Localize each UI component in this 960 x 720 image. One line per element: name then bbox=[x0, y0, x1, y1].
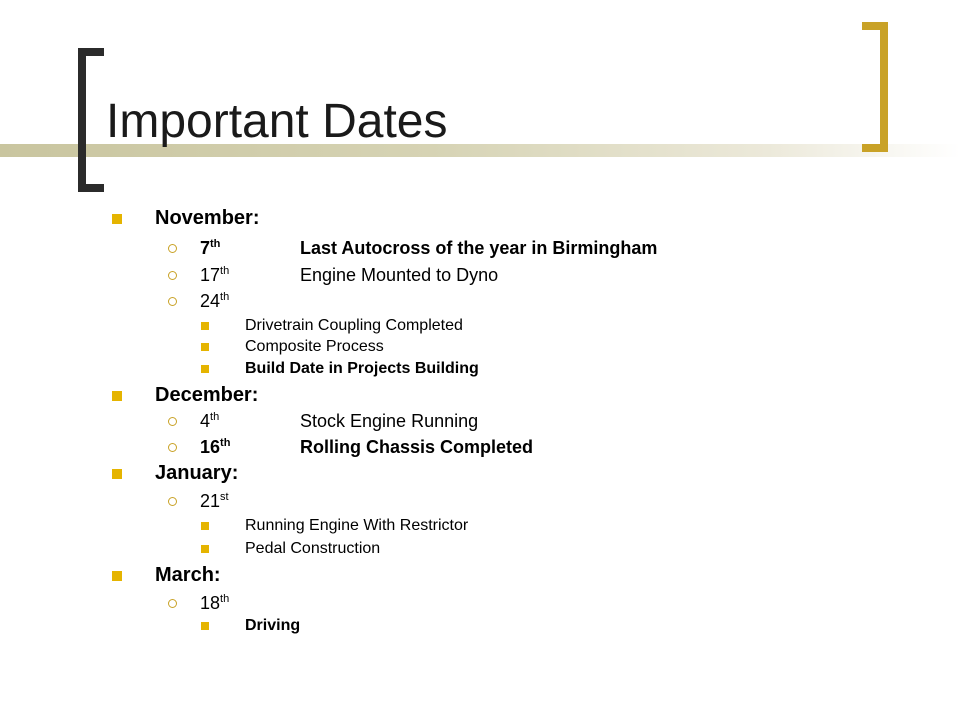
square-bullet-icon bbox=[201, 322, 209, 330]
date-description: Stock Engine Running bbox=[300, 411, 479, 431]
sub-item bbox=[245, 517, 468, 535]
sub-item bbox=[245, 338, 384, 356]
day-number: 16th bbox=[200, 437, 231, 457]
square-bullet-icon bbox=[112, 391, 122, 401]
sub-item-text: Drivetrain Coupling Completed bbox=[245, 317, 463, 334]
day-number: 21st bbox=[200, 491, 229, 511]
square-bullet-icon bbox=[112, 469, 122, 479]
circle-bullet-icon bbox=[168, 271, 177, 280]
month-january bbox=[155, 462, 238, 485]
day-number: 7th bbox=[200, 238, 221, 258]
date-description: Engine Mounted to Dyno bbox=[300, 265, 499, 285]
sub-item bbox=[245, 360, 479, 378]
sub-item bbox=[245, 617, 300, 635]
circle-bullet-icon bbox=[168, 244, 177, 253]
square-bullet-icon bbox=[112, 214, 122, 224]
square-bullet-icon bbox=[201, 343, 209, 351]
date-description: Rolling Chassis Completed bbox=[300, 437, 534, 457]
circle-bullet-icon bbox=[168, 497, 177, 506]
sub-item bbox=[245, 317, 463, 335]
day-number: 24th bbox=[200, 291, 230, 311]
square-bullet-icon bbox=[201, 545, 209, 553]
circle-bullet-icon bbox=[168, 297, 177, 306]
month-december bbox=[155, 384, 258, 407]
month-march bbox=[155, 564, 221, 587]
sub-item-text: Build Date in Projects Building bbox=[245, 360, 479, 377]
date-description: Last Autocross of the year in Birmingham bbox=[300, 238, 658, 258]
day-number: 18th bbox=[200, 593, 230, 613]
circle-bullet-icon bbox=[168, 599, 177, 608]
sub-item-text: Composite Process bbox=[245, 338, 384, 355]
sub-item-text: Pedal Construction bbox=[245, 540, 381, 557]
circle-bullet-icon bbox=[168, 443, 177, 452]
sub-item-text: Running Engine With Restrictor bbox=[245, 517, 469, 534]
day-number: 17th bbox=[200, 265, 230, 285]
sub-item bbox=[245, 540, 380, 558]
sub-item-text: Driving bbox=[245, 617, 301, 634]
square-bullet-icon bbox=[201, 622, 209, 630]
month-label: November: bbox=[155, 207, 260, 229]
month-november bbox=[155, 207, 259, 230]
month-label: March: bbox=[155, 564, 221, 586]
square-bullet-icon bbox=[201, 522, 209, 530]
square-bullet-icon bbox=[201, 365, 209, 373]
month-label: January: bbox=[155, 462, 239, 484]
day-number: 4th bbox=[200, 411, 220, 431]
month-label: December: bbox=[155, 384, 259, 406]
square-bullet-icon bbox=[112, 571, 122, 581]
circle-bullet-icon bbox=[168, 417, 177, 426]
slide-title: Important Dates bbox=[106, 95, 448, 148]
